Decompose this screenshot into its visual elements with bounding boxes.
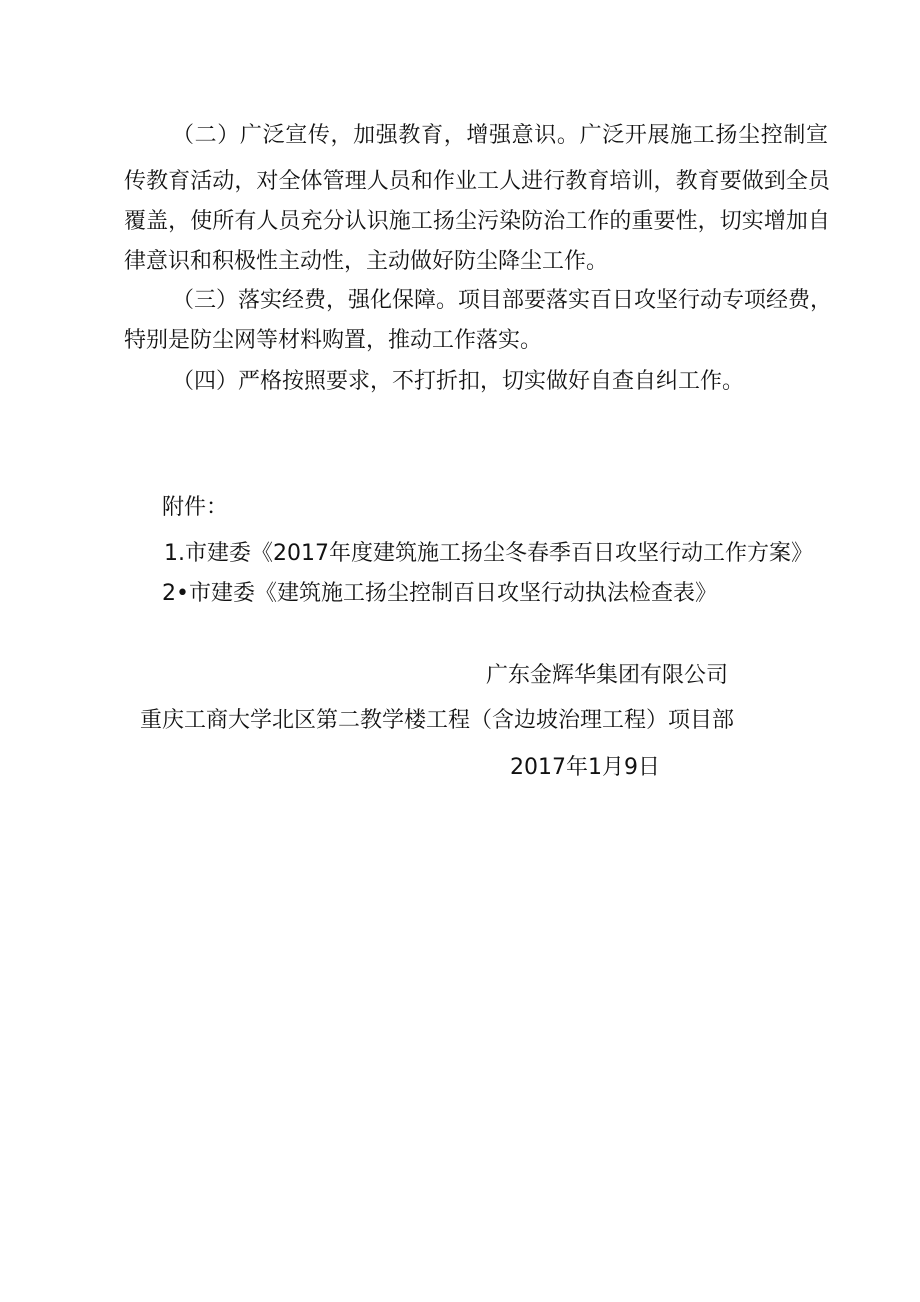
paragraph-2-line-3: 覆盖，使所有人员充分认识施工扬尘污染防治工作的重要性，切实增加自: [124, 209, 830, 234]
paragraph-3-line-2: 特别是防尘网等材料购置，推动工作落实。: [124, 328, 543, 353]
attachments-label: 附件：: [162, 495, 229, 520]
paragraph-4: （四）严格按照要求，不打折扣，切实做好自查自纠工作。: [172, 369, 745, 394]
paragraph-2-line-1: （二）广泛宣传，加强教育，增强意识。广泛开展施工扬尘控制宣: [172, 123, 828, 148]
attachment-item-2: 2•市建委《建筑施工扬尘控制百日攻坚行动执法检查表》: [162, 581, 717, 606]
signature-company: 广东金辉华集团有限公司: [486, 663, 729, 688]
signature-date: 2017年1月9日: [510, 755, 660, 780]
paragraph-2-line-4: 律意识和积极性主动性，主动做好防尘降尘工作。: [124, 249, 609, 274]
paragraph-2-line-2: 传教育活动，对全体管理人员和作业工人进行教育培训，教育要做到全员: [124, 169, 830, 194]
attachment-item-1: 1.市建委《2017年度建筑施工扬尘冬春季百日攻坚行动工作方案》: [164, 541, 813, 566]
paragraph-3-line-1: （三）落实经费，强化保障。项目部要落实百日攻坚行动专项经费，: [172, 288, 833, 313]
signature-department: 重庆工商大学北区第二教学楼工程（含边坡治理工程）项目部: [140, 708, 735, 733]
